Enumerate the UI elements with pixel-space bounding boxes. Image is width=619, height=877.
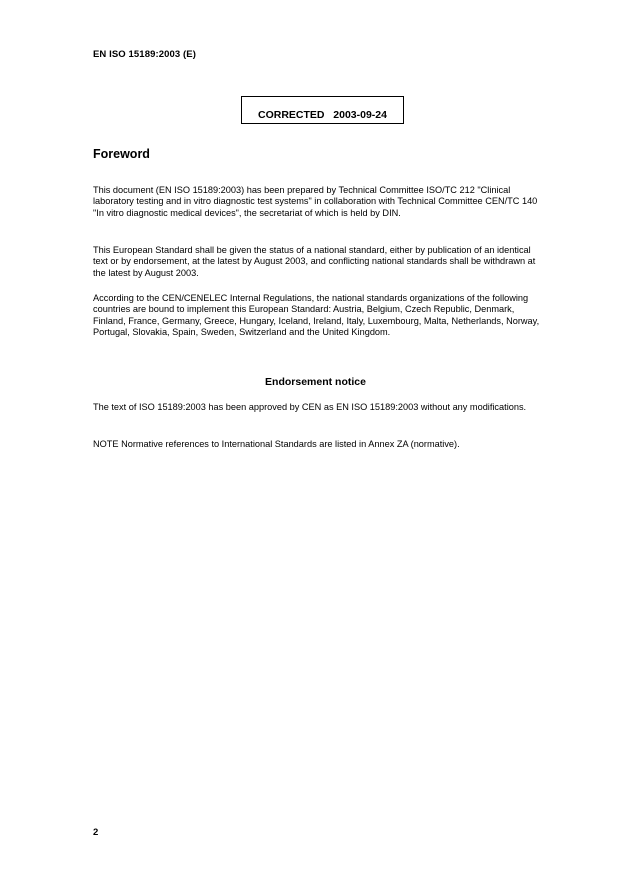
foreword-paragraph: According to the CEN/CENELEC Internal Regulations, the national standards organizations of the following countries are bound to implement this European Standard: Austria, Belgium, Czech Republic, Denmark, Finland, France, Germany, Greece, Hungary, Iceland, Ireland, Italy, Luxembourg, Malta, Netherlands, Norway, Portugal, Slovakia, Spain, Sweden, Switzerland and the United Kingdom. — [93, 293, 540, 338]
endorsement-note: NOTE Normative references to International Standards are listed in Annex ZA (normative). — [93, 439, 460, 449]
page-number: 2 — [93, 827, 99, 838]
endorsement-title: Endorsement notice — [265, 376, 366, 388]
foreword-title: Foreword — [93, 147, 150, 161]
endorsement-paragraph: The text of ISO 15189:2003 has been approved by CEN as EN ISO 15189:2003 without any modifications. — [93, 402, 527, 412]
correction-notice-box: CORRECTED 2003-09-24 — [241, 96, 404, 124]
foreword-paragraph: This document (EN ISO 15189:2003) has been prepared by Technical Committee ISO/TC 212 "Clinical laboratory testing and in vitro diagnostic test systems" in collaboration with Technical Committee CEN/TC 140 "In vitro diagnostic medical devices", the secretariat of which is held by DIN. — [93, 185, 538, 218]
document-header: EN ISO 15189:2003 (E) — [93, 49, 196, 60]
foreword-paragraph: This European Standard shall be given the status of a national standard, either by publication of an identical text or by endorsement, at the latest by August 2003, and conflicting national standards shall be withdrawn at the latest by August 2003. — [93, 245, 536, 278]
